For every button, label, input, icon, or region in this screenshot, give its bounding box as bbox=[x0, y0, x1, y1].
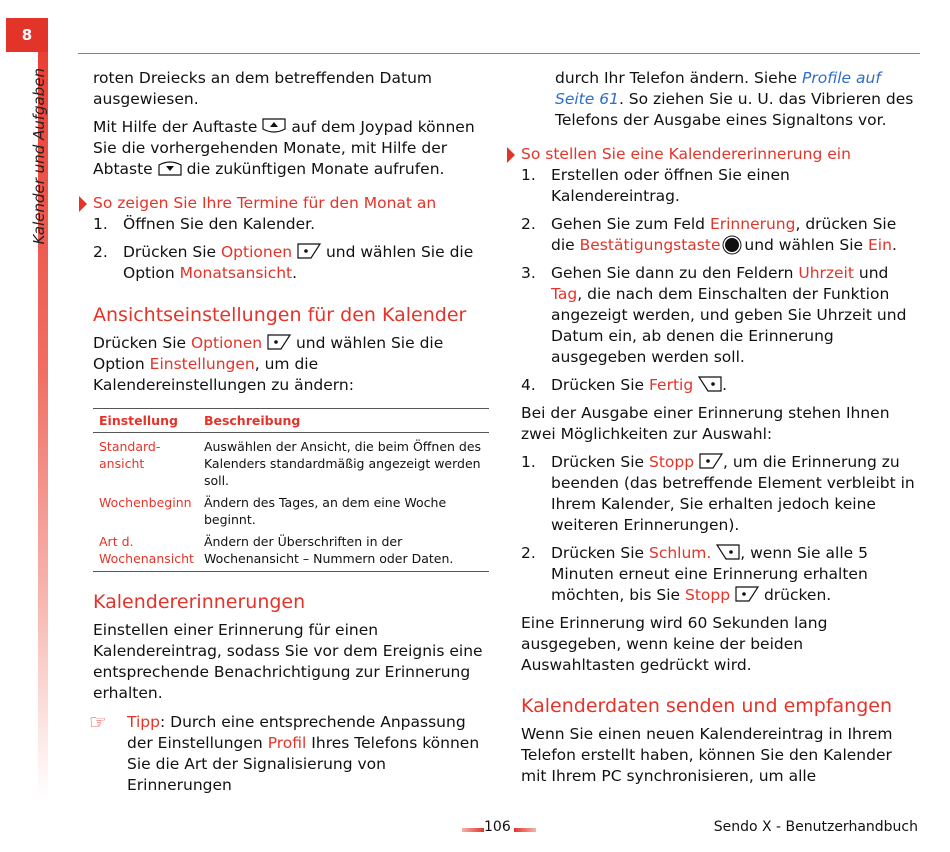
footer-bar-right bbox=[514, 828, 536, 832]
softkey-label: Optionen bbox=[220, 243, 293, 261]
text: , wenn Sie alle 5 Minuten erneut eine Erinnerung erhalten möchten, bis Sie bbox=[551, 544, 868, 604]
step-number: 1. bbox=[521, 166, 536, 184]
list-item bbox=[521, 543, 919, 606]
field-label: Uhrzeit bbox=[798, 264, 854, 282]
chapter-number: 8 bbox=[6, 18, 48, 52]
right-softkey-icon bbox=[698, 376, 722, 392]
pointing-hand-icon: ☞ bbox=[89, 710, 107, 734]
text: Drücken Sie bbox=[551, 453, 645, 471]
text: durch Ihr Telefon ändern. Siehe bbox=[555, 69, 798, 87]
up-key-icon bbox=[262, 118, 286, 134]
list-item bbox=[521, 214, 919, 256]
text: , die nach dem Einschalten der Funktion angezeigt werden, und geben Sie Uhrzeit und Datum ein, ab denen die Erinnerung ausgegeben werden soll. bbox=[551, 285, 907, 366]
text: und wählen Sie bbox=[744, 236, 864, 254]
softkey-label: Stopp bbox=[685, 586, 731, 604]
paragraph bbox=[93, 117, 493, 180]
text: Drücken Sie bbox=[551, 544, 645, 562]
right-column bbox=[521, 68, 919, 787]
text: Gehen Sie zum Feld bbox=[551, 215, 706, 233]
text: , um die Kalendereinstellungen zu ändern: bbox=[93, 355, 354, 394]
text: Drücken Sie bbox=[123, 243, 217, 261]
paragraph: Wenn Sie einen neuen Kalendereintrag in Ihrem Telefon erstellt haben, können Sie den Kalender mit Ihrem PC synchronisieren, um alle bbox=[521, 725, 893, 785]
paragraph bbox=[521, 68, 919, 131]
list-item bbox=[521, 263, 919, 368]
paragraph: Eine Erinnerung wird 60 Sekunden lang ausgegeben, wenn keine der beiden Auswahltasten gedrückt wird. bbox=[521, 614, 828, 674]
list-item bbox=[521, 452, 919, 536]
footer-bar-left bbox=[462, 828, 484, 832]
table-cell: Ändern des Tages, an dem eine Woche beginnt. bbox=[203, 495, 447, 527]
table-cell: Wochenbeginn bbox=[99, 495, 192, 510]
right-softkey-icon bbox=[716, 544, 740, 560]
text: Drücken Sie bbox=[93, 334, 187, 352]
paragraph: Einstellen einer Erinnerung für einen Kalendereintrag, sodass Sie vor dem Ereignis eine entsprechende Benachrichtigung zur Erinnerung erhalten. bbox=[93, 621, 483, 702]
left-softkey-icon bbox=[735, 586, 759, 602]
step-number: 1. bbox=[93, 215, 108, 233]
down-key-icon bbox=[158, 160, 182, 176]
text: , drücken Sie die bbox=[551, 215, 897, 254]
option-label: Ein bbox=[868, 236, 892, 254]
header-rule bbox=[78, 53, 920, 54]
option-label: Monatsansicht bbox=[179, 264, 293, 282]
list-item bbox=[521, 165, 919, 207]
text: die zukünftigen Monate aufrufen. bbox=[186, 160, 445, 178]
step-number: 4. bbox=[521, 376, 536, 394]
paragraph: roten Dreiecks an dem betreffenden Datum ausgewiesen. bbox=[93, 69, 432, 108]
text: und bbox=[858, 264, 889, 282]
chapter-title: Kalender und Aufgaben bbox=[30, 68, 48, 245]
procedure-title: So stellen Sie eine Kalendererinnerung ein bbox=[521, 144, 919, 165]
table-cell: Auswählen der Ansicht, die beim Öffnen des Kalenders standardmäßig angezeigt werden soll. bbox=[203, 439, 482, 488]
list-item bbox=[521, 375, 919, 396]
text: : Durch eine entsprechende Anpassung der Einstellungen bbox=[127, 713, 466, 752]
paragraph: Bei der Ausgabe einer Erinnerung stehen Ihnen zwei Möglichkeiten zur Auswahl: bbox=[521, 404, 890, 443]
text: . bbox=[292, 264, 298, 282]
step-number: 2. bbox=[521, 544, 536, 562]
softkey-label: Optionen bbox=[190, 334, 263, 352]
procedure-title: So zeigen Sie Ihre Termine für den Monat an bbox=[93, 193, 493, 214]
text: . So ziehen Sie u. U. das Vibrieren des Telefons der Ausgabe eines Signaltons vor. bbox=[555, 90, 914, 129]
text: Gehen Sie dann zu den Feldern bbox=[551, 264, 794, 282]
step-number: 2. bbox=[93, 243, 108, 261]
text: Mit Hilfe der Auftaste bbox=[93, 118, 258, 136]
section-heading: Ansichtseinstellungen für den Kalender bbox=[93, 304, 467, 326]
section-heading: Kalenderdaten senden und empfangen bbox=[521, 695, 893, 717]
table-cell: Standard-ansicht bbox=[99, 439, 161, 471]
table-row bbox=[93, 433, 489, 490]
list-item bbox=[93, 214, 493, 235]
softkey-label: Fertig bbox=[648, 376, 694, 394]
column-header: Einstellung bbox=[99, 413, 178, 428]
step-text: Erstellen oder öffnen Sie einen Kalendereintrag. bbox=[551, 166, 790, 205]
left-softkey-icon bbox=[267, 334, 291, 350]
table-row bbox=[93, 528, 489, 572]
softkey-label: Schlum. bbox=[648, 544, 712, 562]
book-title: Sendo X - Benutzerhandbuch bbox=[713, 819, 918, 835]
page-number: 106 bbox=[484, 819, 511, 835]
softkey-label: Stopp bbox=[648, 453, 695, 471]
left-softkey-icon bbox=[699, 453, 723, 469]
cross-reference-link[interactable]: Profile auf Seite 61 bbox=[555, 69, 881, 108]
list-item bbox=[93, 242, 493, 284]
text: , um die Erinnerung zu beenden (das betreffende Element verbleibt in Ihrem Kalender, Sie erhalten jedoch keine weiteren Erinnerungen). bbox=[551, 453, 915, 534]
table-row bbox=[93, 489, 489, 528]
step-text: Öffnen Sie den Kalender. bbox=[123, 215, 316, 233]
text: Ihres Telefons können Sie die Art der Signalisierung von Erinnerungen bbox=[127, 734, 480, 794]
step-number: 2. bbox=[521, 215, 536, 233]
field-label: Tag bbox=[551, 285, 578, 303]
option-label: Einstellungen bbox=[149, 355, 255, 373]
key-label: Bestätigungstaste bbox=[579, 236, 721, 254]
left-softkey-icon bbox=[297, 243, 321, 259]
table-header-row bbox=[93, 409, 489, 433]
table-cell: Ändern der Überschriften in der Wochenansicht – Nummern oder Daten. bbox=[198, 528, 489, 572]
field-label: Erinnerung bbox=[709, 215, 796, 233]
option-label: Profil bbox=[267, 734, 307, 752]
tip-label: Tipp bbox=[127, 713, 160, 731]
text: Drücken Sie bbox=[551, 376, 645, 394]
text: auf dem Joypad können Sie die vorhergehenden Monate, mit Hilfe der Abtaste bbox=[93, 118, 475, 178]
settings-table bbox=[93, 408, 489, 572]
step-number: 1. bbox=[521, 453, 536, 471]
column-header: Beschreibung bbox=[203, 413, 301, 428]
text: drücken. bbox=[763, 586, 832, 604]
table-cell: Art d. Wochenansicht bbox=[93, 528, 198, 572]
paragraph bbox=[93, 333, 493, 396]
left-column bbox=[89, 68, 493, 796]
text: und wählen Sie die Option bbox=[93, 334, 444, 373]
step-number: 3. bbox=[521, 264, 536, 282]
select-key-icon bbox=[725, 238, 739, 252]
tip bbox=[89, 710, 493, 796]
text: und wählen Sie die Option bbox=[123, 243, 474, 282]
text: . bbox=[722, 376, 728, 394]
text: . bbox=[891, 236, 897, 254]
section-heading: Kalendererinnerungen bbox=[93, 591, 306, 613]
